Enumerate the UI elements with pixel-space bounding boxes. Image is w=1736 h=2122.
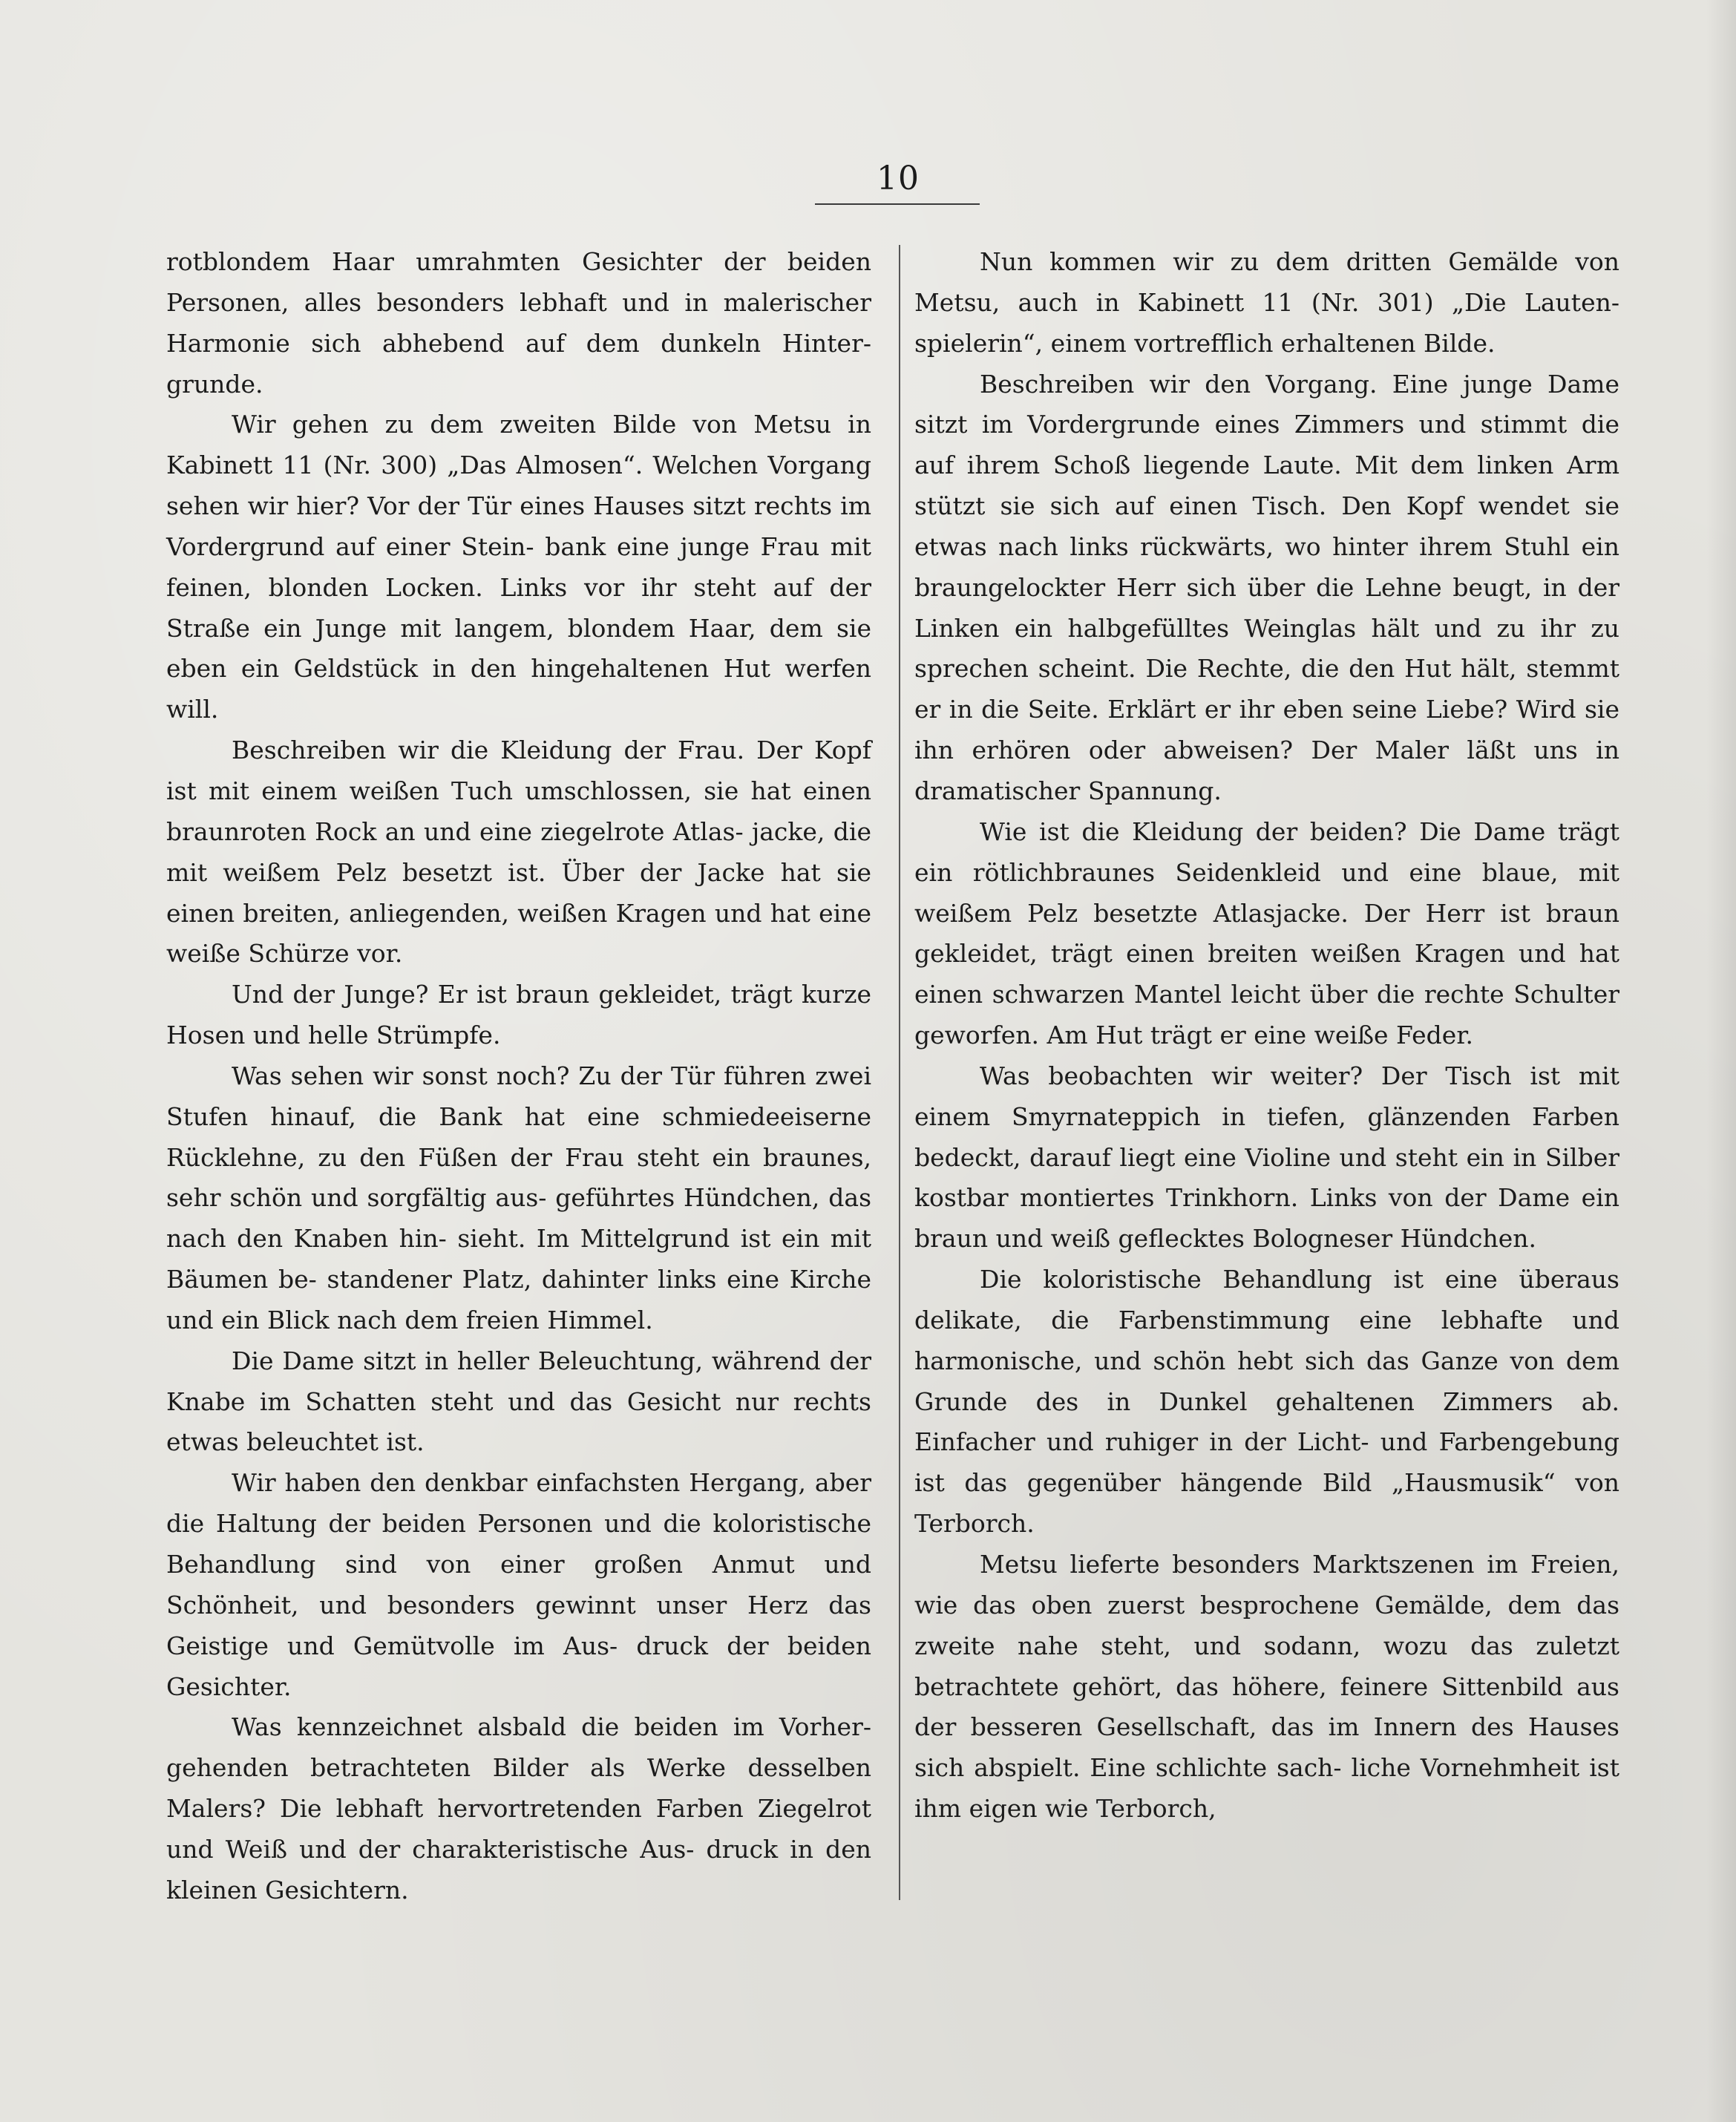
paragraph: Die Dame sitzt in heller Beleuchtung, während der Knabe im Schatten steht und das Gesicht nur rechts etwas beleuchtet ist.: [166, 1346, 871, 1457]
paragraph: Beschreiben wir die Kleidung der Frau. Der Kopf ist mit einem weißen Tuch umschlossen, sie hat einen braunroten Rock an und eine ziegelrote Atlas- jacke, die mit weißem Pelz besetzt ist. Über der Jacke hat sie einen breiten, anliegenden, weißen Kragen und hat eine weiße Schürze vor.: [166, 736, 871, 969]
paragraph: Wir haben den denkbar einfachsten Hergang, aber die Haltung der beiden Personen und die koloristische Behandlung sind von einer großen Anmut und Schönheit, und besonders gewinnt unser Herz das Geistige und Gemütvolle im Aus- druck der beiden Gesichter.: [166, 1468, 871, 1701]
paragraph: rotblondem Haar umrahmten Gesichter der beiden Personen, alles besonders lebhaft und in malerischer Harmonie sich abhebend auf dem dunkeln Hinter- grunde.: [166, 247, 871, 399]
paragraph: Nun kommen wir zu dem dritten Gemälde von Metsu, auch in Kabinett 11 (Nr. 301) „Die Lauten- spielerin“, einem vortrefflich erhaltenen Bilde.: [914, 247, 1619, 358]
paragraph: Was sehen wir sonst noch? Zu der Tür führen zwei Stufen hinauf, die Bank hat eine schmiedeeiserne Rücklehne, zu den Füßen der Frau steht ein braunes, sehr schön und sorgfältig aus- geführtes Hündchen, das nach den Knaben hin- sieht. Im Mittelgrund ist ein mit Bäumen be- standener Platz, dahinter links eine Kirche und ein Blick nach dem freien Himmel.: [166, 1061, 871, 1335]
paragraph: Was beobachten wir weiter? Der Tisch ist mit einem Smyrnateppich in tiefen, glänzenden Farben bedeckt, darauf liegt eine Violine und steht ein in Silber kostbar montiertes Trinkhorn. Links von der Dame ein braun und weiß geflecktes Bologneser Hündchen.: [914, 1061, 1619, 1254]
paragraph: Die koloristische Behandlung ist eine überaus delikate, die Farbenstimmung eine lebhafte und harmonische, und schön hebt sich das Ganze von dem Grunde des in Dunkel gehaltenen Zimmers ab. Einfacher und ruhiger in der Licht- und Farbengebung ist das gegenüber hängende Bild „Hausmusik“ von Terborch.: [914, 1265, 1619, 1539]
paragraph: Und der Junge? Er ist braun gekleidet, trägt kurze Hosen und helle Strümpfe.: [166, 980, 871, 1050]
paragraph: Wir gehen zu dem zweiten Bilde von Metsu in Kabinett 11 (Nr. 300) „Das Almosen“. Welchen Vorgang sehen wir hier? Vor der Tür eines Hauses sitzt rechts im Vordergrund auf einer Stein- bank eine junge Frau mit feinen, blonden Locken. Links vor ihr steht auf der Straße ein Junge mit langem, blondem Haar, dem sie eben ein Geldstück in den hingehaltenen Hut werfen will.: [166, 410, 871, 724]
paragraph: Wie ist die Kleidung der beiden? Die Dame trägt ein rötlichbraunes Seidenkleid und eine blaue, mit weißem Pelz besetzte Atlasjacke. Der Herr ist braun gekleidet, trägt einen breiten weißen Kragen und hat einen schwarzen Mantel leicht über die rechte Schulter geworfen. Am Hut trägt er eine weiße Feder.: [914, 816, 1619, 1050]
page-number: 10: [877, 160, 920, 197]
paragraph: Metsu lieferte besonders Marktszenen im Freien, wie das oben zuerst besprochene Gemälde, dem das zweite nahe steht, und sodann, wozu das zuletzt betrachtete gehört, das höhere, feinere Sittenbild aus der besseren Gesellschaft, das im Innern des Hauses sich abspielt. Eine schlichte sach- liche Vornehmheit ist ihm eigen wie Terborch,: [914, 1550, 1619, 1824]
page-edge-shadow: [1706, 0, 1736, 2122]
column-divider: [899, 245, 900, 1900]
paragraph: Was kennzeichnet alsbald die beiden im Vorher- gehenden betrachteten Bilder als Werke desselben Malers? Die lebhaft hervortretenden Farben Ziegelrot und Weiß und der charakteristische Aus- druck in den kleinen Gesichtern.: [166, 1712, 871, 1905]
left-column: [166, 242, 871, 1911]
page-number-rule: [815, 203, 980, 205]
paragraph: Beschreiben wir den Vorgang. Eine junge Dame sitzt im Vordergrunde eines Zimmers und stimmt die auf ihrem Schoß liegende Laute. Mit dem linken Arm stützt sie sich auf einen Tisch. Den Kopf wendet sie etwas nach links rückwärts, wo hinter ihrem Stuhl ein braungelockter Herr sich über die Lehne beugt, in der Linken ein halbgefülltes Weinglas hält und zu ihr zu sprechen scheint. Die Rechte, die den Hut hält, stemmt er in die Seite. Erklärt er ihr eben seine Liebe? Wird sie ihn erhören oder abweisen? Der Maler läßt uns in dramatischer Spannung.: [914, 369, 1619, 805]
right-column: [914, 242, 1619, 1830]
